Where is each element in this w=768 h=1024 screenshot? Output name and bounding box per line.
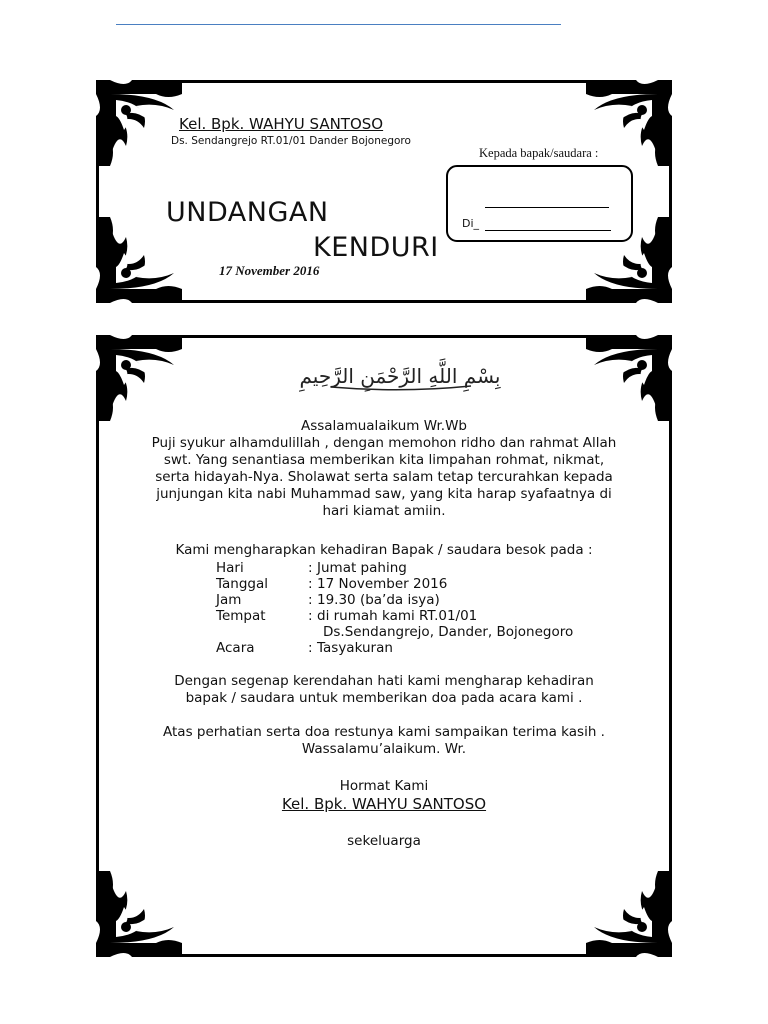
intro-paragraph bbox=[99, 435, 669, 520]
corner-ornament-icon bbox=[96, 871, 182, 957]
bismillah-calligraphy bbox=[291, 353, 509, 395]
detail-label: Hari bbox=[216, 560, 244, 576]
signature-name: Kel. Bpk. WAHYU SANTOSO bbox=[281, 795, 487, 813]
thanks-line: Atas perhatian serta doa restunya kami sampaikan terima kasih . bbox=[163, 724, 605, 740]
envelope-family-name: Kel. Bpk. WAHYU SANTOSO bbox=[179, 115, 384, 133]
detail-label: Tempat bbox=[216, 608, 266, 624]
envelope-date: 17 November 2016 bbox=[219, 263, 320, 278]
di-label: Di_ bbox=[462, 217, 480, 230]
intro-line: hari kiamat amiin. bbox=[322, 503, 446, 519]
closing-paragraph bbox=[99, 673, 669, 707]
greeting: Assalamualaikum Wr.Wb bbox=[300, 418, 467, 434]
detail-colon: : bbox=[308, 640, 313, 656]
svg-text:بِسْمِ اللَّهِ الرَّحْمَنِ الر: بِسْمِ اللَّهِ الرَّحْمَنِ الرَّحِيمِ bbox=[299, 364, 501, 388]
envelope-card bbox=[96, 80, 672, 303]
thanks-line: Wassalamu’alaikum. Wr. bbox=[301, 741, 467, 757]
detail-label: Acara bbox=[216, 640, 255, 656]
letter-card bbox=[96, 335, 672, 957]
corner-ornament-icon bbox=[96, 80, 182, 166]
corner-ornament-icon bbox=[586, 335, 672, 421]
thanks-paragraph bbox=[99, 724, 669, 758]
detail-colon: : bbox=[308, 576, 313, 592]
envelope-address: Ds. Sendangrejo RT.01/01 Dander Bojonegoro bbox=[171, 135, 411, 147]
corner-ornament-icon bbox=[586, 80, 672, 166]
detail-value: Jumat pahing bbox=[317, 560, 407, 576]
recipient-address-box[interactable] bbox=[446, 165, 633, 242]
detail-colon: : bbox=[308, 560, 313, 576]
recipient-place-line[interactable] bbox=[485, 230, 611, 231]
detail-value: di rumah kami RT.01/01 bbox=[317, 608, 478, 624]
intro-line: Puji syukur alhamdulillah , dengan memohon ridho dan rahmat Allah bbox=[151, 435, 617, 451]
invitation-subtitle: KENDURI bbox=[313, 232, 439, 263]
recipient-label: Kepada bapak/saudara : bbox=[479, 146, 599, 160]
invitation-title: UNDANGAN bbox=[166, 197, 329, 228]
detail-label: Jam bbox=[216, 592, 242, 608]
intro-line: swt. Yang senantiasa memberikan kita limpahan rohmat, nikmat, bbox=[163, 452, 605, 468]
signature-family: sekeluarga bbox=[347, 833, 421, 849]
detail-colon: : bbox=[308, 592, 313, 608]
intro-line: junjungan kita nabi Muhammad saw, yang kita harap syafaatnya di bbox=[156, 486, 612, 502]
detail-colon: : bbox=[308, 608, 313, 624]
corner-ornament-icon bbox=[586, 871, 672, 957]
regards-label: Hormat Kami bbox=[339, 778, 429, 794]
detail-value: Ds.Sendangrejo, Dander, Bojonegoro bbox=[323, 624, 574, 640]
closing-line: Dengan segenap kerendahan hati kami mengharap kehadiran bbox=[174, 673, 594, 689]
corner-ornament-icon bbox=[96, 217, 182, 303]
detail-value: Tasyakuran bbox=[317, 640, 393, 656]
invitation-line: Kami mengharapkan kehadiran Bapak / saudara besok pada : bbox=[175, 542, 593, 558]
detail-label: Tanggal bbox=[216, 576, 269, 592]
detail-value: 17 November 2016 bbox=[317, 576, 448, 592]
intro-line: serta hidayah-Nya. Sholawat serta salam tetap tercurahkan kepada bbox=[155, 469, 613, 485]
recipient-name-line[interactable] bbox=[485, 207, 609, 208]
corner-ornament-icon bbox=[96, 335, 182, 421]
detail-value: 19.30 (ba’da isya) bbox=[317, 592, 440, 608]
header-rule bbox=[116, 24, 561, 25]
closing-line: bapak / saudara untuk memberikan doa pada acara kami . bbox=[185, 690, 583, 706]
